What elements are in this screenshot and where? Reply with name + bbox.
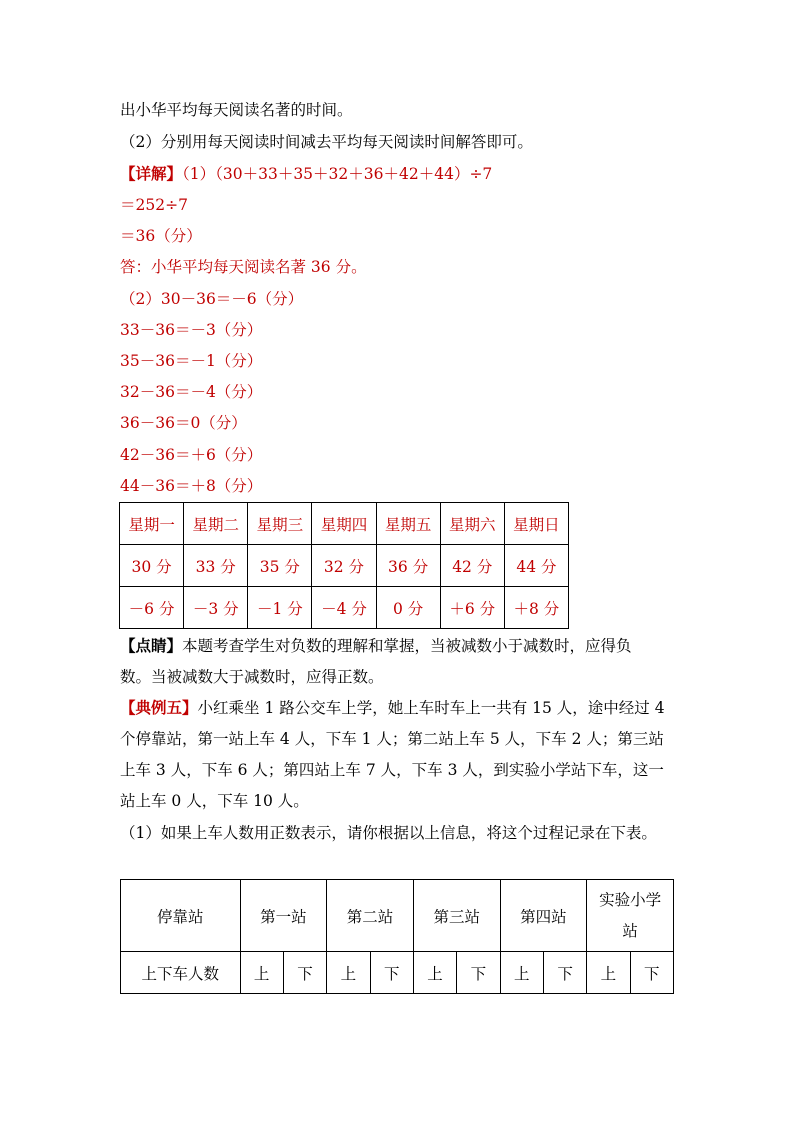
diff-cell: －3 分: [184, 587, 248, 629]
reading-time-table: [119, 502, 569, 629]
station-header: 第三站: [413, 880, 500, 952]
solution-step-2: ＝252÷7: [120, 196, 188, 214]
station-header: 第四站: [500, 880, 587, 952]
day-header: 星期日: [504, 503, 568, 545]
example-line-4: 站上车 0 人，下车 10 人。: [120, 792, 309, 810]
diff-cell: ＋8 分: [504, 587, 568, 629]
minutes-cell: 33 分: [184, 545, 248, 587]
comment-tag: 【点睛】: [120, 636, 183, 655]
table-row: [121, 880, 674, 952]
comment-line-2: 数。当被减数大于减数时，应得正数。: [120, 668, 384, 686]
day-header: 星期六: [440, 503, 504, 545]
diff-cell: －1 分: [248, 587, 312, 629]
diff-cell: ＋6 分: [440, 587, 504, 629]
table-row: [120, 545, 569, 587]
off-cell: 下: [630, 952, 673, 994]
last-station-line-1: 实验小学: [599, 890, 662, 909]
solution-answer: 答：小华平均每天阅读名著 36 分。: [120, 258, 367, 276]
day-header: 星期二: [184, 503, 248, 545]
minutes-cell: 35 分: [248, 545, 312, 587]
example-tag: 【典例五】: [120, 698, 198, 717]
solution-expression: （1）（30＋33＋35＋32＋36＋42＋44）÷7: [182, 165, 493, 183]
bus-stops-table: [120, 879, 674, 994]
day-header: 星期四: [312, 503, 376, 545]
example-line-2: 个停靠站，第一站上车 4 人，下车 1 人；第二站上车 5 人，下车 2 人；第三站: [120, 730, 664, 748]
station-header-last: [587, 880, 674, 952]
minutes-cell: 30 分: [120, 545, 184, 587]
example-question-1: （1）如果上车人数用正数表示，请你根据以上信息，将这个过程记录在下表。: [120, 824, 657, 842]
intro-line-2: （2）分别用每天阅读时间减去平均每天阅读时间解答即可。: [120, 133, 533, 151]
header-label-cell: 停靠站: [121, 880, 241, 952]
on-cell: 上: [587, 952, 630, 994]
on-cell: 上: [413, 952, 456, 994]
part2-line: （2）30－36＝－6（分）: [120, 290, 304, 308]
on-cell: 上: [240, 952, 283, 994]
on-cell: 上: [500, 952, 543, 994]
part2-line: 44－36＝＋8（分）: [120, 477, 263, 495]
comment-text: 本题考查学生对负数的理解和掌握，当被减数小于减数时，应得负: [182, 637, 632, 655]
part2-line: 35－36＝－1（分）: [120, 352, 263, 370]
table-row: [120, 503, 569, 545]
part2-line: 36－36＝0（分）: [120, 414, 247, 432]
last-station-line-2: 站: [622, 921, 638, 940]
part2-line: 33－36＝－3（分）: [120, 321, 263, 339]
minutes-cell: 44 分: [504, 545, 568, 587]
station-header: 第一站: [240, 880, 327, 952]
solution-step-3: ＝36（分）: [120, 227, 202, 245]
solution-tag: 【详解】: [120, 164, 183, 183]
day-header: 星期一: [120, 503, 184, 545]
solution-step-1: [120, 163, 492, 185]
intro-line-1: 出小华平均每天阅读名著的时间。: [120, 101, 353, 119]
minutes-cell: 32 分: [312, 545, 376, 587]
on-cell: 上: [327, 952, 370, 994]
example-text: 小红乘坐 1 路公交车上学，她上车时车上一共有 15 人，途中经过 4: [197, 699, 665, 717]
off-cell: 下: [457, 952, 500, 994]
off-cell: 下: [543, 952, 586, 994]
table-row: [121, 952, 674, 994]
day-header: 星期五: [376, 503, 440, 545]
row-label-cell: 上下车人数: [121, 952, 241, 994]
minutes-cell: 42 分: [440, 545, 504, 587]
example-line-1: [120, 697, 665, 719]
diff-cell: －6 分: [120, 587, 184, 629]
minutes-cell: 36 分: [376, 545, 440, 587]
comment-line-1: [120, 635, 632, 657]
part2-line: 32－36＝－4（分）: [120, 383, 263, 401]
diff-cell: 0 分: [376, 587, 440, 629]
diff-cell: －4 分: [312, 587, 376, 629]
example-line-3: 上车 3 人，下车 6 人；第四站上车 7 人，下车 3 人，到实验小学站下车，这一: [120, 761, 664, 779]
off-cell: 下: [370, 952, 413, 994]
table-row: [120, 587, 569, 629]
part2-line: 42－36＝＋6（分）: [120, 446, 263, 464]
off-cell: 下: [283, 952, 326, 994]
day-header: 星期三: [248, 503, 312, 545]
station-header: 第二站: [327, 880, 414, 952]
